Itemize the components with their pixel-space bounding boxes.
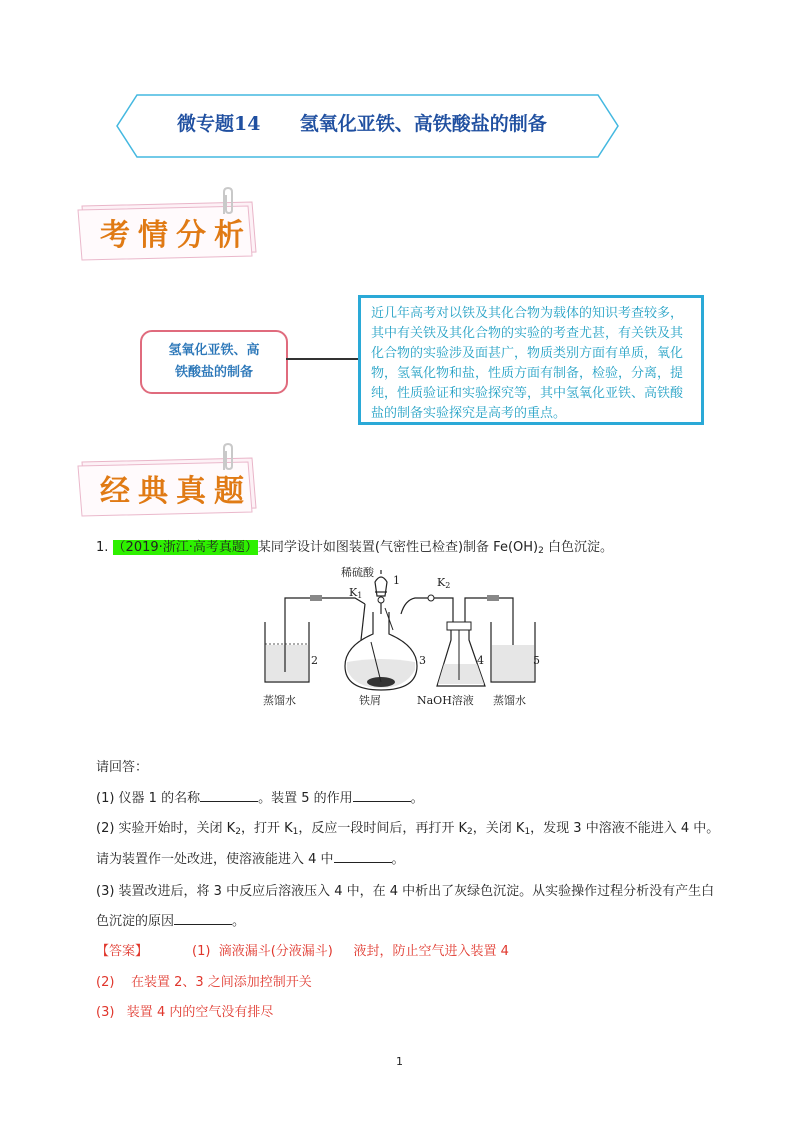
connector-line <box>286 358 358 360</box>
q2-text-e: ，发现 3 中溶液不能进入 4 中。 <box>530 821 720 836</box>
sub-question-2-line-2 <box>96 850 405 870</box>
sub-question-2 <box>96 819 719 842</box>
formula-subscript: 2 <box>538 546 544 556</box>
section-badge-exam <box>76 456 258 518</box>
question-source: （2019·浙江·高考真题） <box>112 540 258 555</box>
label-k2-sub: 2 <box>445 581 451 590</box>
label-iron: 铁屑 <box>359 694 381 707</box>
label-water-right: 蒸馏水 <box>493 694 526 707</box>
answer-line-3: (3) 装置 4 内的空气没有排尽 <box>96 1005 274 1020</box>
label-2: 2 <box>311 654 318 667</box>
k-subscript: 2 <box>467 827 473 837</box>
answer-line-2: (2) 在装置 2、3 之间添加控制开关 <box>96 975 312 990</box>
question-number: 1. <box>96 540 109 555</box>
topic-box-line-1: 氢氧化亚铁、高 <box>168 343 260 358</box>
answer-blank[interactable] <box>174 912 232 925</box>
answer-1: (1) 滴液漏斗(分液漏斗) 液封，防止空气进入装置 4 <box>192 944 509 959</box>
section-badge-analysis <box>76 200 258 262</box>
dropping-funnel-1 <box>375 570 387 614</box>
q3-line2-text: 色沉淀的原因 <box>96 914 175 929</box>
k-subscript: 1 <box>524 827 531 837</box>
page-title: 氢氧化亚铁、高铁酸盐的制备 <box>299 113 547 135</box>
q2-text-c: ，反应一段时间后，再打开 K <box>298 821 468 836</box>
badge-text-analysis: 考情分析 <box>100 218 252 253</box>
q2-line2-end: 。 <box>391 852 405 867</box>
question-text-end: 白色沉淀。 <box>543 540 613 555</box>
topic-box-line-2: 铁酸盐的制备 <box>174 365 253 380</box>
badge-text-exam: 经典真题 <box>100 474 252 509</box>
title-banner <box>115 93 620 159</box>
analysis-text-box <box>358 295 704 425</box>
label-naoh: NaOH溶液 <box>417 694 474 707</box>
answer-blank[interactable] <box>353 789 411 802</box>
q2-text-d: ，关闭 K <box>472 821 525 836</box>
label-4: 4 <box>477 654 484 667</box>
label-dilute-acid: 稀硫酸 <box>341 566 374 579</box>
question-stem <box>96 538 613 561</box>
q1-text-c: 。 <box>410 791 424 806</box>
title-prefix: 微专题14 <box>177 113 261 135</box>
sub-question-1 <box>96 789 424 809</box>
label-5: 5 <box>533 654 540 667</box>
answer-blank[interactable] <box>334 850 392 863</box>
tube-3-4 <box>401 598 453 622</box>
q2-text-b: ，打开 K <box>240 821 293 836</box>
label-water-left: 蒸馏水 <box>263 694 296 707</box>
apparatus-diagram <box>255 562 545 712</box>
analysis-text: 近几年高考对以铁及其化合物为载体的知识考查较多，其中有关铁及其化合物的实验的考查尤甚，有关铁及其化合物的实验涉及面甚广，物质类别方面有单质，氧化物，氢氧化物和盐，性质方面有制备，检验，分离，提纯，性质验证和实验探究等，其中氢氧化亚铁、高铁酸盐的制备实验探究是高考的重点。 <box>371 306 684 421</box>
tube-connector <box>487 595 499 601</box>
label-k2 <box>437 576 450 590</box>
q2-text-a: (2) 实验开始时，关闭 K <box>96 821 236 836</box>
k-subscript: 1 <box>292 827 299 837</box>
q1-text-b: 。装置 5 的作用 <box>258 791 353 806</box>
q2-line2-text: 请为装置作一处改进，使溶液能进入 4 中 <box>96 852 334 867</box>
page-number: 1 <box>396 1055 403 1068</box>
sub-question-3-line-2 <box>96 912 245 932</box>
k-subscript: 2 <box>235 827 241 837</box>
sub-question-3: (3) 装置改进后，将 3 中反应后溶液压入 4 中，在 4 中析出了灰绿色沉淀。从实验操作过程分析没有产生白 <box>96 884 715 899</box>
q3-line2-end: 。 <box>232 914 246 929</box>
label-k1-main: K <box>349 586 358 599</box>
answer-tag: 【答案】 <box>96 944 149 959</box>
beaker-2 <box>265 607 309 682</box>
label-k2-main: K <box>437 576 446 589</box>
question-text: 某同学设计如图装置(气密性已检查)制备 Fe(OH) <box>257 540 539 555</box>
answer-blank[interactable] <box>200 789 258 802</box>
tube-connector <box>310 595 322 601</box>
answer-line-1 <box>96 942 509 962</box>
label-k1 <box>349 586 362 600</box>
topic-box <box>140 330 288 394</box>
label-k1-sub: 1 <box>357 591 363 600</box>
tube-2-3 <box>285 598 365 607</box>
flask-3 <box>345 604 417 690</box>
label-3: 3 <box>419 654 426 667</box>
q1-text-a: (1) 仪器 1 的名称 <box>96 791 201 806</box>
valve-k2 <box>428 595 434 601</box>
prompt-line: 请回答： <box>96 760 149 775</box>
label-1: 1 <box>393 574 400 587</box>
